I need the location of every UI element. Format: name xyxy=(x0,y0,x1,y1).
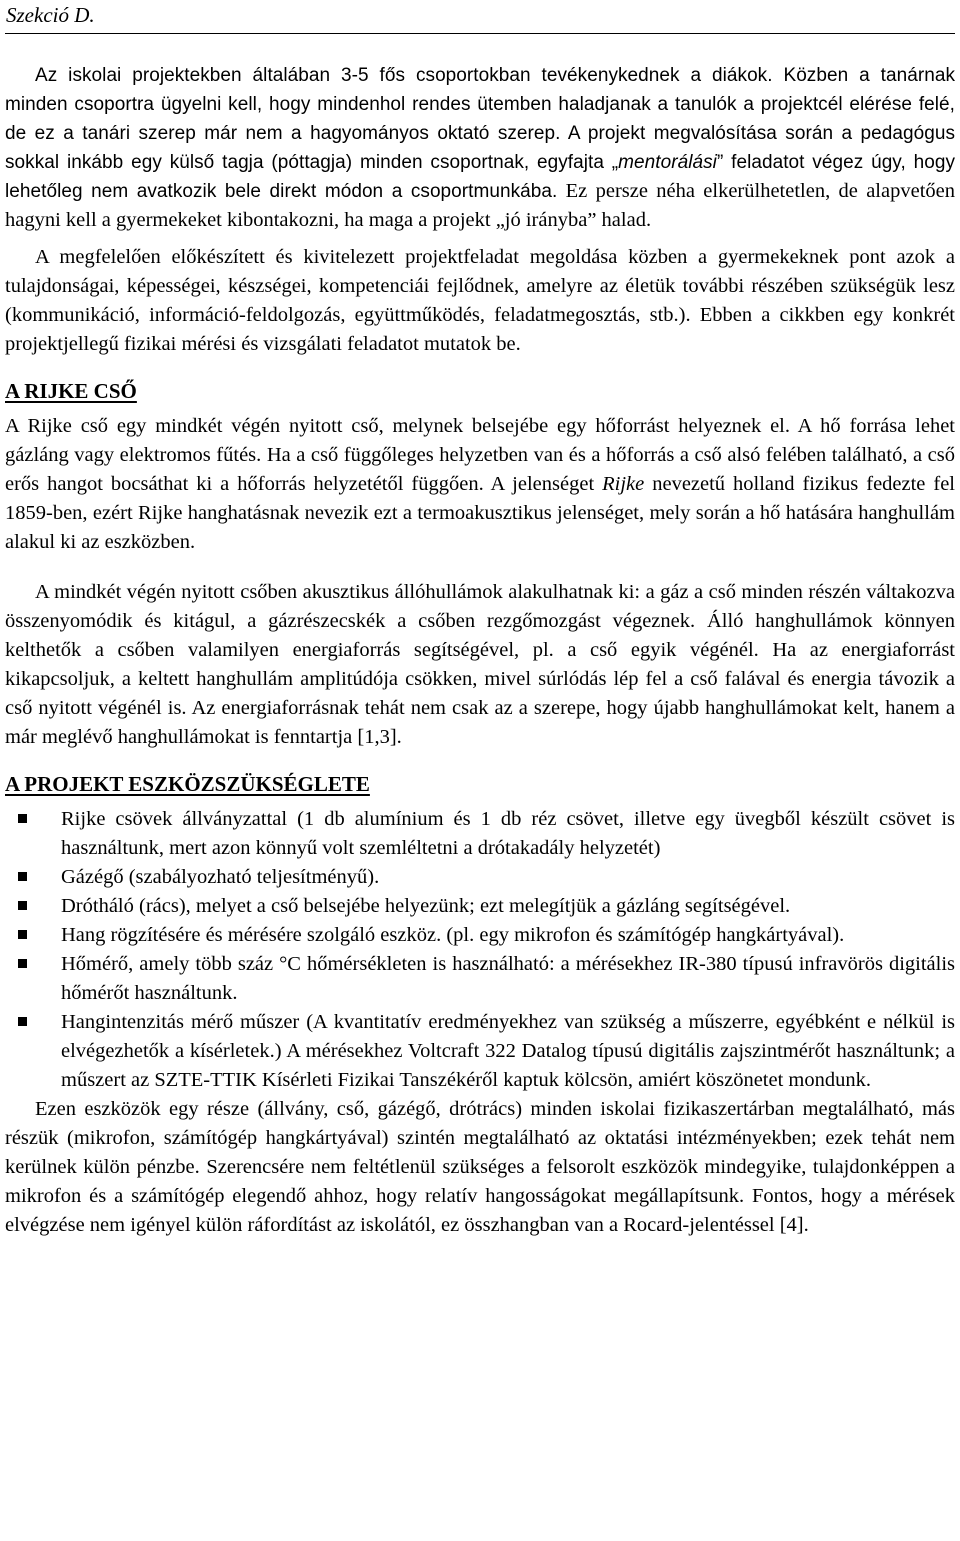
list-item xyxy=(5,892,955,921)
rijke-paragraph-1 xyxy=(5,412,955,557)
list-item-text: Hőmérő, amely több száz °C hőmérsékleten is használható: a mérésekhez IR-380 típusú infravörös digitális hőmérőt használtunk. xyxy=(61,953,955,1004)
list-item xyxy=(5,805,955,863)
rijke-heading: A RIJKE CSŐ xyxy=(5,379,137,403)
rijke-paragraph-2: A mindkét végén nyitott csőben akusztikus állóhullámok alakulhatnak ki: a gáz a cső minden részén váltakozva összenyomódik és kitágul, a gázrészecskék a csőben rezgőmozgást végeznek. Álló hanghullámok könnyen kelthetők a csőben valamilyen energiaforrás segítségével, pl. a cső egyik végénél. Ha az energiaforrást kikapcsoljuk, a keltett hanghullám amplitúdója csökken, mivel súrlódás lép fel a cső falával és energia távozik a cső nyitott végénél is. Az energiaforrásnak tehát nem csak az a szerepe, hogy újabb hanghullámokat kelt, hanem a már meglévő hanghullámokat is fenntartja [1,3]. xyxy=(5,581,955,748)
intro-p1-sans-end: ” feladatot végez úgy, hogy lehetőleg nem avatkozik bele direkt módon a csoportmunkába. xyxy=(5,152,956,202)
page-header xyxy=(5,0,955,34)
list-item xyxy=(5,863,955,892)
square-bullet-icon xyxy=(18,901,27,910)
square-bullet-icon xyxy=(18,930,27,939)
equipment-closing-paragraph: Ezen eszközök egy része (állvány, cső, gázégő, drótrács) minden iskolai fizikaszertárban megtalálható, más részük (mikrofon, számítógép hangkártyával) szintén megtalálható az oktatási intézményekben; ezek tehát nem kerülnek külön pénzbe. Szerencsére nem feltétlenül szükséges a felsorolt eszközök mindegyike, tulajdonképpen a mikrofon és a számítógép elegendő ahhoz, hogy relatív hangosságokat megállapítsunk. Fontos, hogy a mérések elvégzése nem igényel külön ráfordítást az iskolától, ez összhangban van a Rocard-jelentéssel [4]. xyxy=(5,1098,955,1236)
rijke-p1-a: A Rijke cső egy mindkét végén nyitott cső, melynek belsejébe egy hőforrást helyeznek el. A hő forrása lehet gázláng vagy elektromos fűtés. Ha a cső függőleges helyzetben van és a hőforrás a cső alsó felében található, a cső erős hangot bocsáthat ki a hőforrás helyzetétől függően. A jelenséget xyxy=(5,415,955,495)
list-item-text: Drótháló (rács), melyet a cső belsejébe helyezünk; ezt melegítjük a gázláng segítségével. xyxy=(61,895,791,917)
equipment-heading: A PROJEKT ESZKÖZSZÜKSÉGLETE xyxy=(5,772,370,796)
intro-paragraph-2: A megfelelően előkészített és kivitelezett projektfeladat megoldása közben a gyermekeknek pont azok a tulajdonságai, képességei, készségei, kompetenciái fejlődnek, amelyre az életük további részében szükségük lesz (kommunikáció, információ-feldolgozás, együttműködés, feladatmegosztás, stb.). Ebben a cikkben egy konkrét projektjellegű fizikai mérési és vizsgálati feladatot mutatok be. xyxy=(5,246,955,355)
equipment-list xyxy=(5,805,955,1095)
square-bullet-icon xyxy=(18,959,27,968)
square-bullet-icon xyxy=(18,814,27,823)
list-item-text: Hang rögzítésére és mérésére szolgáló eszköz. (pl. egy mikrofon és számítógép hangkártyával). xyxy=(61,924,845,946)
section-title: Szekció D. xyxy=(6,3,95,27)
intro-p1-italic: mentorálási xyxy=(618,152,717,173)
document-body xyxy=(5,61,955,1240)
list-item-text: Gázégő (szabályozható teljesítményű). xyxy=(61,866,380,888)
rijke-p1-italic: Rijke xyxy=(602,473,645,495)
rijke-p1-b: nevezetű holland fizikus fedezte fel 1859-ben, ezért Rijke hanghatásnak nevezik ezt a termoakusztikus jelenséget, mely során a hő hatására hanghullám alakul ki az eszközben. xyxy=(5,473,955,553)
intro-p1-sans: Az iskolai projektekben általában 3-5 fős csoportokban tevékenykednek a diákok. Közben a tanárnak minden csoportra ügyelni kell, hogy mindenhol rendes ütemben haladjanak a tanulók a projektcél elérése felé, de ez a tanári szerep már nem a hagyományos oktató szerep. A projekt megvalósítása során a pedagógus sokkal inkább egy külső tagja (póttagja) minden csoportnak, egyfajta „ xyxy=(5,65,955,173)
list-item xyxy=(5,1008,955,1095)
list-item-text: Hangintenzitás mérő műszer (A kvantitatív eredményekhez van szükség a műszerre, egyébként e nélkül is elvégezhetők a kísérletek.) A mérésekhez Voltcraft 322 Datalog típusú digitális zajszintmérőt használtunk; a műszert az SZTE-TTIK Kísérleti Fizikai Tanszékéről kaptuk kölcsön, amiért köszönetet mondunk. xyxy=(61,1011,955,1091)
list-item xyxy=(5,921,955,950)
intro-paragraph-1 xyxy=(5,61,955,235)
list-item-text: Rijke csövek állványzattal (1 db alumínium és 1 db réz csövet, illetve egy üvegből készült csövet is használtunk, mert azon könnyű volt szemléltetni a drótakadály helyzetét) xyxy=(61,808,955,859)
square-bullet-icon xyxy=(18,872,27,881)
list-item xyxy=(5,950,955,1008)
intro-p1-serif: Ez persze néha elkerülhetetlen, de alapvetően hagyni kell a gyermekeket kibontakozni, ha maga a projekt „jó irányba” halad. xyxy=(5,180,955,231)
square-bullet-icon xyxy=(18,1017,27,1026)
